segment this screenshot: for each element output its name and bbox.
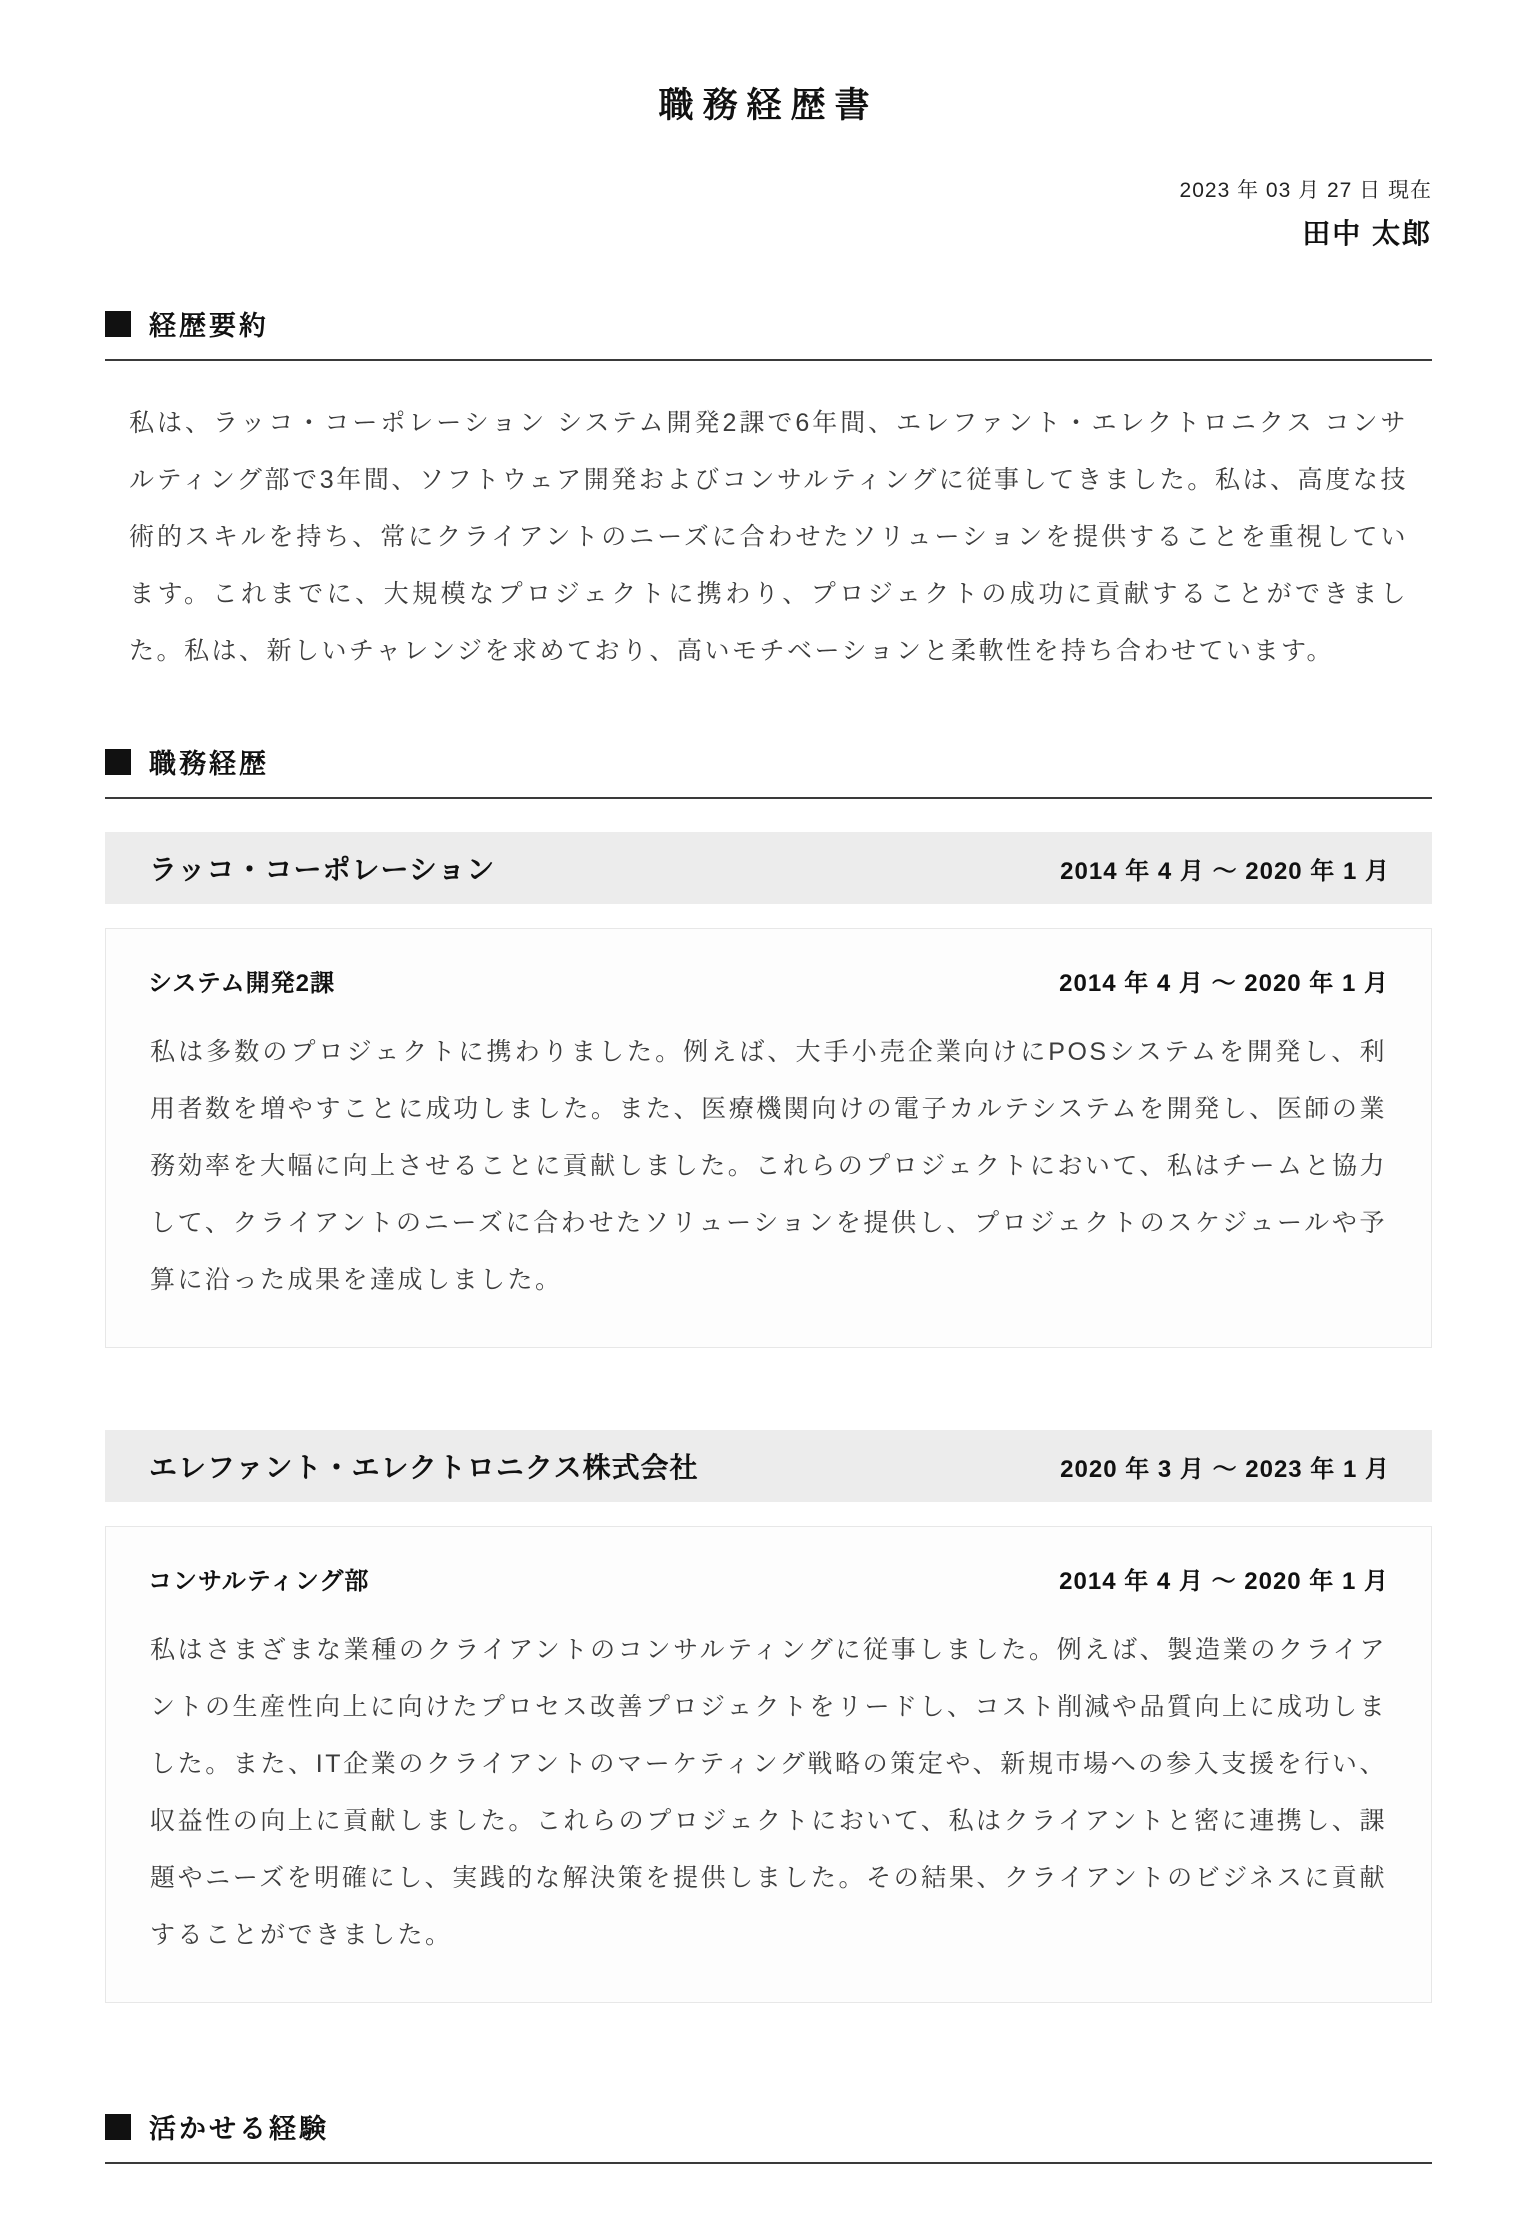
- summary-section-title: 経歴要約: [149, 311, 269, 341]
- job-description: 私は多数のプロジェクトに携わりました。例えば、大手小売企業向けにPOSシステムを開発し、利用者数を増やすことに成功しました。また、医療機関向けの電子カルテシステムを開発し、医師の業務効率を大幅に向上させることに貢献しました。これらのプロジェクトにおいて、私はチームと協力して、クライアントのニーズに合わせたソリューションを提供し、プロジェクトのスケジュールや予算に沿った成果を達成しました。: [150, 1038, 1387, 1294]
- as-of-date: 2023 年 03 月 27 日 現在: [1179, 179, 1432, 202]
- department-name: システム開発2課: [148, 970, 335, 997]
- company-header-1: [105, 832, 1432, 904]
- department-card-1: [105, 928, 1432, 1348]
- square-bullet-icon: [105, 311, 131, 337]
- department-period: 2014 年 4 月 ～ 2020 年 1 月: [1059, 970, 1389, 997]
- applicant-name: 田中 太郎: [1302, 218, 1432, 249]
- summary-paragraph: 私は、ラッコ・コーポレーション システム開発2課で6年間、エレファント・エレクトロニクス コンサルティング部で3年間、ソフトウェア開発およびコンサルティングに従事してきました。私は、高度な技術的スキルを持ち、常にクライアントのニーズに合わせたソリューションを提供することを重視しています。これまでに、大規模なプロジェクトに携わり、プロジェクトの成功に貢献することができました。私は、新しいチャレンジを求めており、高いモチベーションと柔軟性を持ち合わせています。: [129, 409, 1408, 665]
- department-period: 2014 年 4 月 ～ 2020 年 1 月: [1059, 1568, 1389, 1595]
- history-section-title: 職務経歴: [149, 749, 269, 779]
- company-period: 2014 年 4 月 ～ 2020 年 1 月: [1060, 857, 1390, 885]
- section-heading-skills: [105, 2107, 1432, 2164]
- square-bullet-icon: [105, 749, 131, 775]
- company-block-2: [105, 1430, 1432, 2003]
- company-name: エレファント・エレクトロニクス株式会社: [149, 1452, 699, 1483]
- department-row: [148, 963, 1389, 998]
- company-name: ラッコ・コーポレーション: [149, 854, 496, 885]
- skills-section-title: 活かせる経験: [149, 2114, 329, 2144]
- department-row: [148, 1561, 1389, 1596]
- square-bullet-icon: [105, 2114, 131, 2140]
- department-card-2: [105, 1526, 1432, 2003]
- department-name: コンサルティング部: [148, 1568, 370, 1595]
- section-heading-summary: [105, 304, 1432, 361]
- section-heading-history: [105, 742, 1432, 799]
- company-header-2: [105, 1430, 1432, 1502]
- document-meta: [105, 174, 1432, 252]
- job-description: 私はさまざまな業種のクライアントのコンサルティングに従事しました。例えば、製造業のクライアントの生産性向上に向けたプロセス改善プロジェクトをリードし、コスト削減や品質向上に成功しました。また、IT企業のクライアントのマーケティング戦略の策定や、新規市場への参入支援を行い、収益性の向上に貢献しました。これらのプロジェクトにおいて、私はクライアントと密に連携し、課題やニーズを明確にし、実践的な解決策を提供しました。その結果、クライアントのビジネスに貢献することができました。: [150, 1636, 1388, 1949]
- company-period: 2020 年 3 月 ～ 2023 年 1 月: [1060, 1455, 1390, 1483]
- document-title: 職務経歴書: [658, 86, 879, 125]
- company-block-1: [105, 832, 1432, 1348]
